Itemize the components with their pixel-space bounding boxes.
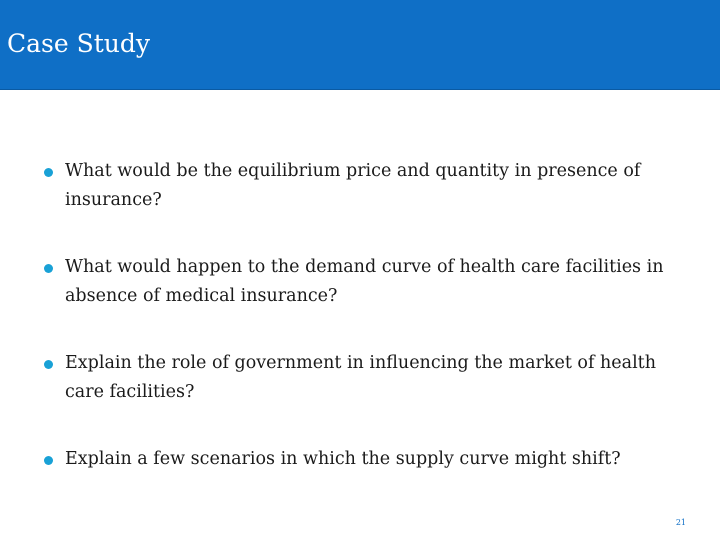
bullet-dot-icon <box>44 456 53 465</box>
bullet-text: What would be the equilibrium price and quantity in presence of insurance? <box>65 161 641 210</box>
bullet-dot-icon <box>44 168 53 177</box>
bullet-dot-icon <box>44 360 53 369</box>
bullet-text: Explain a few scenarios in which the supply curve might shift? <box>65 449 621 469</box>
bullet-text: Explain the role of government in influencing the market of health care facilities? <box>65 353 656 402</box>
bullet-text: What would happen to the demand curve of health care facilities in absence of medical insurance? <box>65 257 664 306</box>
slide-title: Case Study <box>7 29 151 58</box>
bullet-dot-icon <box>44 264 53 273</box>
page-number: 21 <box>675 518 686 527</box>
